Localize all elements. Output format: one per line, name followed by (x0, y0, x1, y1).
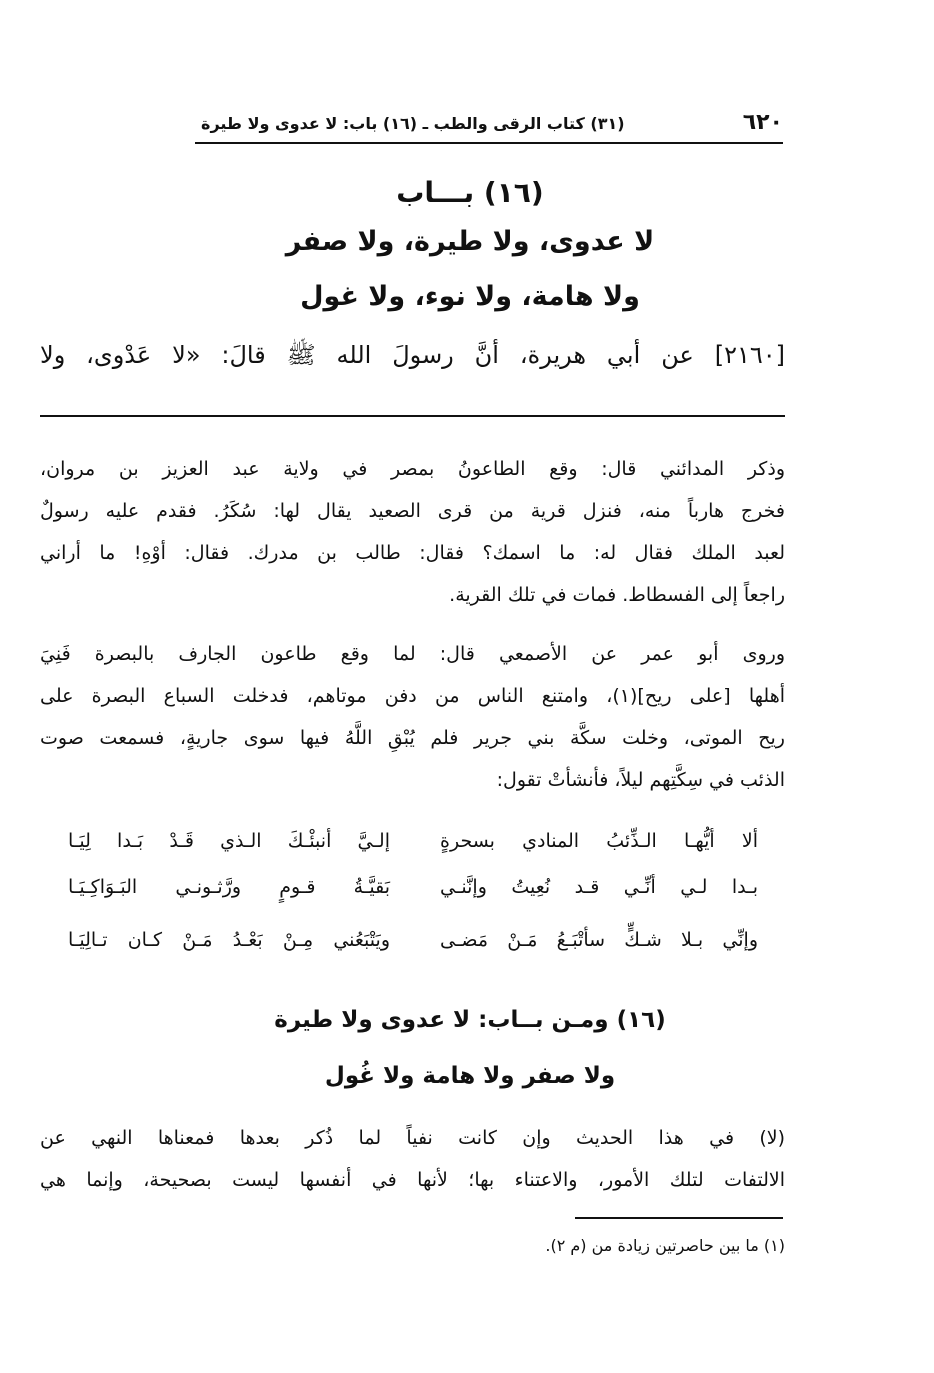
page-header (195, 108, 783, 144)
text-commentary-divider (40, 415, 785, 417)
hadith-text: [٢١٦٠] عن أبي هريرة، أنَّ رسولَ الله ﷺ قالَ: «لا عَدْوى، ولا (40, 341, 785, 369)
verse-left-hemistich: بَقيَّـةُ قـومٍ ورَّثـونـي البَـوَاكِـيَـا (68, 876, 390, 898)
section-title-line1: (١٦) ومـن بــاب: لا عدوى ولا طيرة (274, 1007, 666, 1033)
commentary-line: الذئب في سِكَّتِهم ليلاً، فأنشأتْ تقول: (496, 769, 785, 791)
verse-right-hemistich: بـدا لـي أنِّـي قـد نُعِيتُ وإنَّنـي (440, 876, 758, 898)
commentary-line: الالتفات لتلك الأمور، والاعتناء بها؛ لأنها في أنفسها ليست بصحيحة، وإنما هي (40, 1169, 785, 1191)
commentary-line: راجعاً إلى الفسطاط. فمات في تلك القرية. (449, 584, 785, 606)
verse-left-hemistich: ويَتْبَعُني مِـنْ بَعْـدُ مَـنْ كـان تـالِيَـا (68, 929, 390, 951)
verse-right-hemistich: ألا أيُّهـا الـذِّئبُ المنادي بسحرةٍ (440, 830, 758, 852)
footnote: (١) ما بين حاصرتين زيادة من (م ٢). (545, 1236, 785, 1255)
section-title-line2: ولا صفر ولا هامة ولا غُول (324, 1063, 616, 1089)
commentary-line: ريح الموتى، وخلت سكَّة بني جرير فلم يُبْقِ اللَّهُ فيها سوى جاريةٍ، فسمعت صوت (40, 727, 785, 749)
commentary-line: أهلها [على ريح](١)، وامتنع الناس من دفن موتاهم، فدخلت السباع البصرة على (40, 685, 785, 707)
running-title: (٣١) كتاب الرقى والطب ـ (١٦) باب: لا عدوى ولا طيرة (201, 114, 625, 133)
commentary-line: لعبد الملك فقال له: ما اسمك؟ فقال: طالب بن مدرك. فقال: أوْهِ! ما أراني (40, 542, 785, 564)
chapter-subtitle-line1: لا عدوى، ولا طيرة، ولا صفر (285, 226, 655, 257)
verse-left-hemistich: إلـيَّ أنبئْـكَ الـذي قَـدْ بَـدا لِيَـا (68, 830, 390, 852)
commentary-line: وروى أبو عمر عن الأصمعي قال: لما وقع طاعون الجارف بالبصرة فَنِيَ (40, 643, 785, 665)
chapter-subtitle-line2: ولا هامة، ولا نوء، ولا غول (300, 281, 640, 312)
commentary-line: وذكر المدائني قال: وقع الطاعونُ بمصر في ولاية عبد العزيز بن مروان، (40, 458, 785, 480)
verse-right-hemistich: وإنِّي بـلا شـكٍّ سأتْبَـعُ مَـنْ مَضـى (440, 929, 758, 951)
commentary-line: فخرج هارباً منه، فنزل قرية من قرى الصعيد يقال لها: سُكَرُ. فقدم عليه رسولٌ (40, 500, 785, 522)
footnote-divider (575, 1217, 783, 1219)
chapter-title: (١٦) بـــاب (396, 176, 544, 209)
page-number: ٦٢٠ (742, 110, 783, 135)
commentary-line: (لا) في هذا الحديث وإن كانت نفياً لما ذُكر بعدها فمعناها النهي عن (40, 1127, 785, 1149)
